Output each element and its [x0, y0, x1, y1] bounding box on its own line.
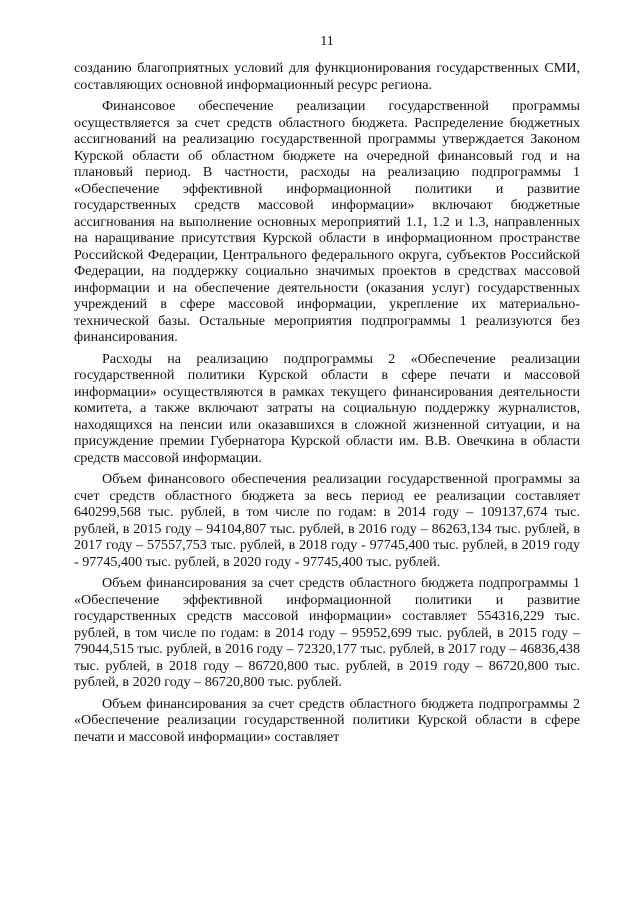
paragraph-financing-overview: Финансовое обеспечение реализации государственной программы осуществляется за счет средств областного бюджета. Распределение бюджетных ассигнований на реализацию государственной программы утверждается Законом Курской области об областном бюджете на очередной финансовый год и на плановый период. В частности, расходы на реализацию подпрограммы 1 «Обеспечение эффективной информационной политики и развитие государственных средств массовой информации» включают бюджетные ассигнования на выполнение основных мероприятий 1.1, 1.2 и 1.3, направленных на наращивание присутствия Курской области в информационном пространстве Российской Федерации, Центрального федерального округа, субъектов Российской Федерации, на поддержку социально значимых проектов в средствах массовой информации и на обеспечение деятельности (оказания услуг) государственных учреждений в сфере массовой информации, укрепление их материально-технической базы. Остальные мероприятия подпрограммы 1 реализуются без финансирования. [74, 98, 580, 345]
page-number: 11 [320, 34, 334, 49]
paragraph-subprogram-2-expenses: Расходы на реализацию подпрограммы 2 «Обеспечение реализации государственной политики Курской области в сфере печати и массовой информации» осуществляются в рамках текущего финансирования деятельности комитета, а также включают затраты на социальную поддержку журналистов, находящихся на пенсии или оказавшихся в сложной жизненной ситуации, и на присуждение премии Губернатора Курской области им. В.В. Овечкина в области средств массовой информации. [74, 350, 580, 466]
paragraph-program-funding-volume: Объем финансового обеспечения реализации государственной программы за счет средств областного бюджета за весь период ее реализации составляет 640299,568 тыс. рублей, в том числе по годам: в 2014 году – 109137,674 тыс. рублей, в 2015 году – 94104,807 тыс. рублей, в 2016 году – 86263,134 тыс. рублей, в 2017 году – 57557,753 тыс. рублей, в 2018 году - 97745,400 тыс. рублей, в 2019 году - 97745,400 тыс. рублей, в 2020 году - 97745,400 тыс. рублей. [74, 471, 580, 570]
paragraph-subprogram-2-funding: Объем финансирования за счет средств областного бюджета подпрограммы 2 «Обеспечение реализации государственной политики Курской области в сфере печати и массовой информации» составляет [74, 695, 580, 745]
paragraph-subprogram-1-funding: Объем финансирования за счет средств областного бюджета подпрограммы 1 «Обеспечение эффективной информационной политики и развитие государственных средств массовой информации» составляет 554316,229 тыс. рублей, в том числе по годам: в 2014 году – 95952,699 тыс. рублей, в 2015 году – 79044,515 тыс. рублей, в 2016 году – 72320,177 тыс. рублей, в 2017 году – 46836,438 тыс. рублей, в 2018 году – 86720,800 тыс. рублей, в 2019 году – 86720,800 тыс. рублей, в 2020 году – 86720,800 тыс. рублей. [74, 575, 580, 690]
paragraph-continuation: созданию благоприятных условий для функционирования государственных СМИ, составляющих основной информационный ресурс региона. [74, 60, 580, 93]
